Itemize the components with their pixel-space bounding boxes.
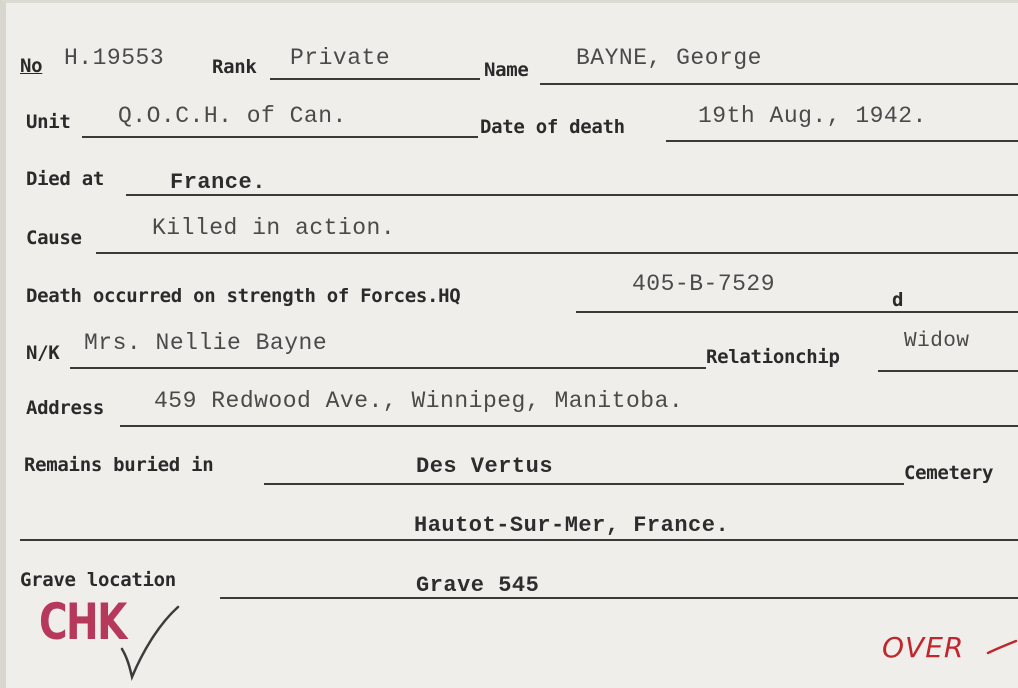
name-label: Name — [484, 59, 529, 81]
strength-line — [576, 311, 1018, 313]
name-line — [540, 83, 1018, 85]
rank-line — [270, 78, 480, 80]
died-at-value: France. — [170, 170, 266, 195]
over-dash-mark — [986, 639, 1018, 657]
grave-location-label: Grave location — [20, 569, 176, 591]
location-line — [20, 539, 1018, 541]
remains-label: Remains buried in — [24, 454, 214, 476]
remains-line — [264, 483, 904, 485]
strength-value: 405-B-7529 — [632, 271, 776, 297]
unit-label: Unit — [26, 111, 71, 133]
over-handwriting: OVER — [882, 631, 965, 664]
strength-suffix: d — [892, 289, 904, 311]
nk-label: N/K — [26, 342, 60, 364]
cause-label: Cause — [26, 227, 82, 249]
date-of-death-value: 19th Aug., 1942. — [698, 103, 927, 129]
strength-label: Death occurred on strength of Forces.HQ — [26, 285, 461, 307]
relationship-value: Widow — [904, 330, 970, 353]
nk-line — [70, 367, 706, 369]
name-value: BAYNE, George — [576, 45, 762, 71]
relationship-line — [878, 370, 1018, 372]
cemetery-label: Cemetery — [904, 462, 994, 484]
service-number: H.19553 — [64, 45, 165, 71]
address-line — [120, 425, 1018, 427]
date-of-death-label: Date of death — [480, 116, 625, 138]
remains-value: Des Vertus — [416, 454, 554, 479]
no-label: No — [20, 55, 43, 77]
rank-value: Private — [290, 45, 391, 71]
unit-line — [82, 136, 478, 138]
next-of-kin-value: Mrs. Nellie Bayne — [84, 330, 328, 356]
relationship-label: Relationchip — [706, 346, 840, 368]
unit-value: Q.O.C.H. of Can. — [118, 103, 347, 129]
checkmark-icon — [116, 603, 186, 683]
address-value: 459 Redwood Ave., Winnipeg, Manitoba. — [154, 388, 684, 414]
date-line — [666, 140, 1018, 142]
grave-line — [220, 597, 1018, 599]
grave-location-value: Grave 545 — [416, 573, 540, 598]
rank-label: Rank — [212, 56, 257, 78]
chk-stamp: CHK — [39, 593, 126, 651]
cause-value: Killed in action. — [152, 215, 396, 241]
cemetery-location-value: Hautot-Sur-Mer, France. — [414, 513, 730, 538]
died-at-label: Died at — [26, 168, 104, 190]
address-label: Address — [26, 397, 104, 419]
cause-line — [96, 252, 1018, 254]
